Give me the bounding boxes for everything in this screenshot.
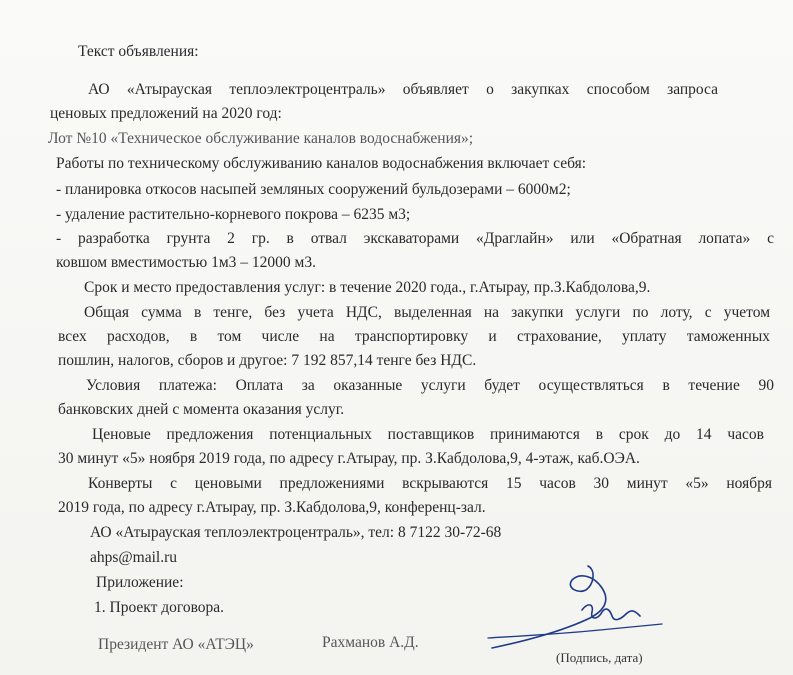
doc-line-13: Условия платежа: Оплата за оказанные услуги будет осуществляться в течение 90 [86,377,774,394]
doc-line-5: - планировка откосов насыпей земляных сооружений бульдозерами – 6000м2; [56,181,571,198]
doc-heading: Текст объявления: [78,43,199,60]
doc-line-6: - удаление растительно-корневого покрова – 6235 м3; [56,206,411,223]
doc-line-11: всех расходов, в том числе на транспортировку и страхование, уплату таможенных [58,328,770,345]
contact-email: ahps@mail.ru [90,549,178,566]
handwritten-signature [470,560,670,655]
attachment-heading: Приложение: [96,574,184,591]
doc-line-2: ценовых предложений на 2020 год: [50,105,282,122]
doc-line-7: - разработка грунта 2 гр. в отвал экскаваторами «Драглайн» или «Обратная лопата» с [56,230,774,247]
doc-line-16: 30 минут «5» ноября 2019 года, по адресу г.Атырау, пр. З.Кабдолова,9, 4-этаж, каб.ОЭА. [58,450,640,467]
doc-line-10: Общая сумма в тенге, без учета НДС, выделенная на закупки услуги по лоту, с учетом [84,304,770,321]
president-name: Рахманов А.Д. [322,634,419,651]
doc-line-18: 2019 года, по адресу г.Атырау, пр. З.Кабдолова,9, конференц-зал. [58,499,486,516]
doc-line-4: Работы по техническому обслуживанию каналов водоснабжения включает себя: [56,155,587,172]
doc-line-8: ковшом вместимостью 1м3 – 12000 м3. [56,254,316,271]
doc-line-1: АО «Атырауская теплоэлектроцентраль» объявляет о закупках способом запроса [88,81,718,98]
doc-line-3: Лот №10 «Техническое обслуживание каналов водоснабжения»; [48,130,474,147]
doc-line-14: банковских дней с момента оказания услуг. [58,401,345,418]
doc-line-9: Срок и место предоставления услуг: в течение 2020 года., г.Атырау, пр.З.Кабдолова,9. [84,279,651,296]
doc-line-19: АО «Атырауская теплоэлектроцентраль», тел: 8 7122 30-72-68 [90,524,502,541]
doc-line-17: Конверты с ценовыми предложениями вскрываются 15 часов 30 минут «5» ноября [88,475,772,492]
president-title: Президент АО «АТЭЦ» [98,636,254,653]
doc-line-15: Ценовые предложения потенциальных поставщиков принимаются в срок до 14 часов [92,426,764,443]
attachment-item: 1. Проект договора. [94,599,225,616]
doc-line-12: пошлин, налогов, сборов и другое: 7 192 857,14 тенге без НДС. [58,352,477,369]
signature-caption: (Подпись, дата) [556,650,643,665]
